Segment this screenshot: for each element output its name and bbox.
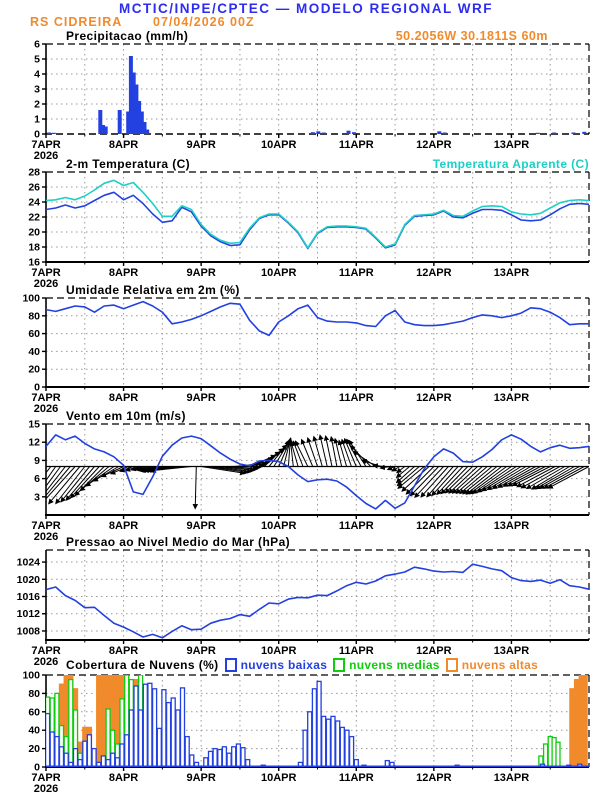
station-label: RS CIDREIRA [30, 15, 123, 29]
svg-text:1: 1 [34, 113, 40, 126]
svg-text:10APR: 10APR [260, 139, 297, 151]
svg-text:13APR: 13APR [493, 645, 530, 657]
svg-text:60: 60 [28, 328, 40, 341]
svg-text:6: 6 [34, 473, 40, 486]
svg-text:13APR: 13APR [493, 139, 530, 151]
svg-text:20: 20 [28, 363, 40, 376]
svg-text:1008: 1008 [16, 625, 40, 638]
svg-text:40: 40 [28, 345, 40, 358]
svg-text:0: 0 [34, 381, 40, 394]
svg-text:9APR: 9APR [186, 520, 216, 532]
svg-text:40: 40 [28, 724, 40, 737]
svg-text:22: 22 [28, 211, 40, 224]
svg-text:12APR: 12APR [416, 772, 452, 784]
svg-text:7APR: 7APR [31, 772, 61, 784]
svg-text:9: 9 [34, 454, 40, 467]
mid-clouds-swatch-icon [333, 658, 345, 672]
svg-text:7APR: 7APR [31, 520, 61, 532]
svg-text:11APR: 11APR [338, 267, 374, 279]
svg-text:2026: 2026 [33, 656, 59, 668]
svg-text:7APR: 7APR [31, 139, 61, 151]
svg-text:0: 0 [34, 128, 40, 141]
svg-text:5: 5 [34, 53, 40, 66]
svg-text:24: 24 [28, 196, 40, 209]
svg-text:1020: 1020 [16, 573, 40, 586]
panel-title-pressure: Pressao ao Nivel Medio do Mar (hPa) [66, 535, 291, 549]
svg-text:12APR: 12APR [416, 139, 452, 151]
svg-text:11APR: 11APR [338, 139, 374, 151]
svg-text:20: 20 [28, 226, 40, 239]
svg-text:28: 28 [28, 166, 40, 179]
panel-title-wind: Vento em 10m (m/s) [66, 409, 186, 423]
svg-text:60: 60 [28, 706, 40, 719]
svg-text:2026: 2026 [33, 278, 59, 290]
svg-text:13APR: 13APR [493, 520, 530, 532]
svg-text:1012: 1012 [16, 608, 40, 621]
cloud-cover-title-text: Cobertura de Nuvens (%) [66, 658, 219, 672]
panel-title-precipitation: Precipitacao (mm/h) [66, 29, 189, 43]
svg-text:11APR: 11APR [338, 772, 374, 784]
svg-text:10APR: 10APR [260, 645, 297, 657]
svg-text:10APR: 10APR [260, 520, 297, 532]
high-clouds-swatch-icon [446, 658, 458, 672]
svg-text:2: 2 [34, 98, 40, 111]
svg-text:11APR: 11APR [338, 645, 374, 657]
svg-text:10APR: 10APR [260, 267, 297, 279]
svg-text:12APR: 12APR [416, 520, 452, 532]
svg-text:8APR: 8APR [108, 520, 139, 532]
legend-label: nuvens baixas [240, 658, 328, 672]
svg-text:1024: 1024 [16, 556, 40, 569]
svg-text:8APR: 8APR [108, 392, 139, 404]
svg-text:8APR: 8APR [108, 772, 139, 784]
svg-text:4: 4 [34, 68, 40, 81]
svg-text:11APR: 11APR [338, 392, 374, 404]
svg-text:8APR: 8APR [108, 645, 139, 657]
svg-text:12APR: 12APR [416, 392, 452, 404]
svg-text:12APR: 12APR [416, 267, 452, 279]
svg-text:10APR: 10APR [260, 392, 297, 404]
legend-label: nuvens medias [349, 658, 440, 672]
svg-text:6: 6 [34, 38, 40, 51]
svg-text:20: 20 [28, 743, 40, 756]
svg-text:26: 26 [28, 181, 40, 194]
svg-text:9APR: 9APR [186, 392, 216, 404]
svg-text:3: 3 [34, 83, 40, 96]
panel-title-cloud-cover [66, 658, 538, 672]
svg-text:2026: 2026 [33, 783, 59, 792]
svg-text:13APR: 13APR [493, 267, 530, 279]
low-clouds-swatch-icon [225, 658, 237, 672]
svg-text:100: 100 [22, 669, 40, 682]
svg-text:11APR: 11APR [338, 520, 374, 532]
svg-text:9APR: 9APR [186, 645, 216, 657]
legend-item-high-clouds [446, 658, 538, 672]
svg-text:12: 12 [28, 436, 40, 449]
svg-text:7APR: 7APR [31, 392, 61, 404]
page-title: MCTIC/INPE/CPTEC — MODELO REGIONAL WRF [119, 1, 493, 16]
legend-label: nuvens altas [461, 658, 539, 672]
svg-text:7APR: 7APR [31, 645, 61, 657]
svg-text:2026: 2026 [33, 150, 59, 162]
svg-text:12APR: 12APR [416, 645, 452, 657]
svg-text:13APR: 13APR [493, 772, 530, 784]
svg-text:9APR: 9APR [186, 139, 216, 151]
svg-text:13APR: 13APR [493, 392, 530, 404]
panel-title-relative-humidity: Umidade Relativa em 2m (%) [66, 283, 240, 297]
svg-text:9APR: 9APR [186, 772, 216, 784]
panel-title-temperature: 2-m Temperatura (C) [66, 157, 191, 171]
model-run-label: 07/04/2026 00Z [153, 15, 255, 29]
svg-text:7APR: 7APR [31, 267, 61, 279]
svg-text:80: 80 [28, 687, 40, 700]
svg-text:2026: 2026 [33, 403, 59, 415]
svg-text:80: 80 [28, 310, 40, 323]
svg-text:3: 3 [34, 491, 40, 504]
svg-text:9APR: 9APR [186, 267, 216, 279]
svg-text:8APR: 8APR [108, 267, 139, 279]
legend-item-mid-clouds [333, 658, 440, 672]
legend-item-low-clouds [225, 658, 328, 672]
svg-text:2026: 2026 [33, 531, 59, 543]
svg-text:100: 100 [22, 292, 40, 305]
location-coordinates-label: 50.2056W 30.1811S 60m [395, 29, 548, 43]
svg-text:1016: 1016 [16, 591, 40, 604]
svg-text:18: 18 [28, 241, 40, 254]
svg-text:10APR: 10APR [260, 772, 297, 784]
panel-title-apparent-temperature: Temperatura Aparente (C) [432, 157, 589, 171]
svg-text:15: 15 [28, 418, 40, 431]
svg-text:16: 16 [28, 256, 40, 269]
svg-text:8APR: 8APR [108, 139, 139, 151]
svg-text:0: 0 [34, 761, 40, 774]
